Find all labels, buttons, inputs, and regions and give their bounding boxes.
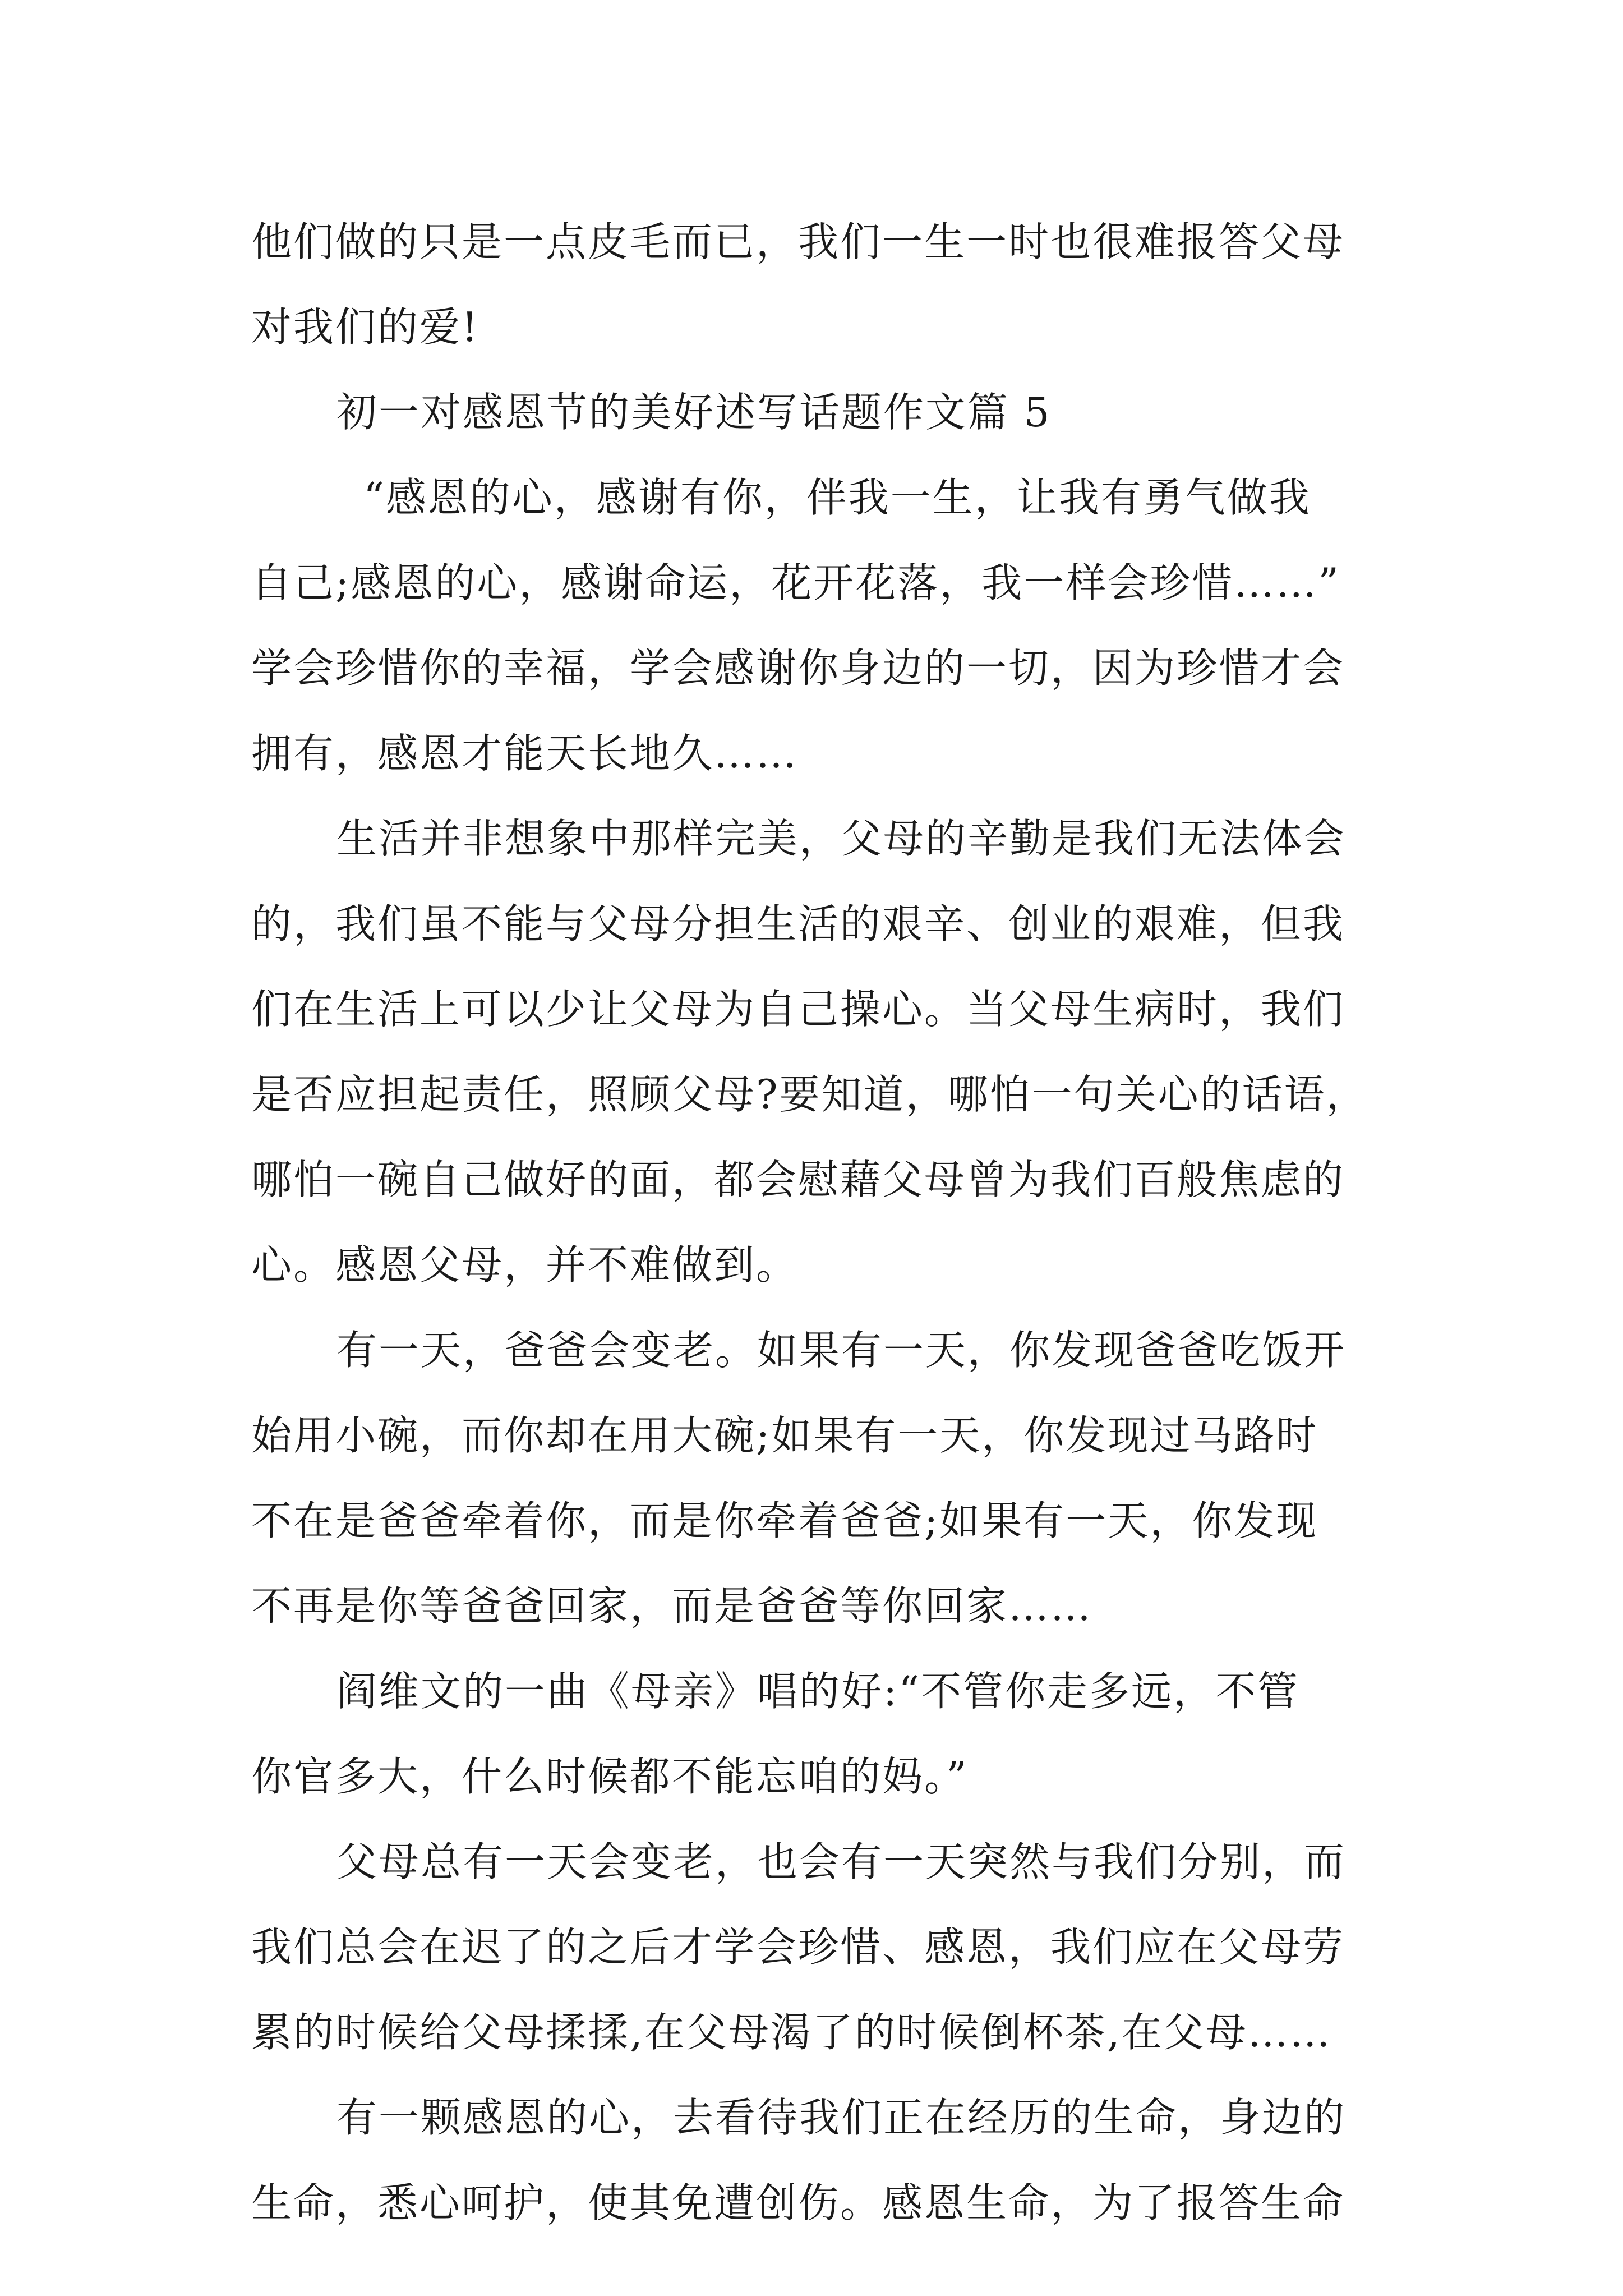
- text-line: 心。感恩父母，并不难做到。: [251, 1241, 799, 1289]
- text-line: 生命，悉心呵护，使其免遭创伤。感恩生命，为了报答生命: [251, 2179, 1345, 2226]
- text-line: “感恩的心，感谢有你，伴我一生，让我有勇气做我: [363, 474, 1311, 521]
- text-line: 自己;感恩的心，感谢命运，花开花落，我一样会珍惜……”: [251, 559, 1341, 606]
- document-body: [251, 199, 1395, 2246]
- text-line: 们在生活上可以少让父母为自己操心。当父母生病时，我们: [251, 986, 1345, 1033]
- text-line: 是否应担起责任，照顾父母?要知道，哪怕一句关心的话语，: [251, 1071, 1368, 1118]
- text-line: 不在是爸爸牵着你，而是你牵着爸爸;如果有一天，你发现: [251, 1497, 1318, 1544]
- text-line: 累的时候给父母揉揉,在父母渴了的时候倒杯茶,在父母……: [251, 2009, 1332, 2056]
- text-line: 阎维文的一曲《母亲》唱的好:“不管你走多远，不管: [336, 1668, 1300, 1715]
- section-title: 初一对感恩节的美好述写话题作文篇 5: [336, 389, 1052, 436]
- text-line: 他们做的只是一点皮毛而已，我们一生一时也很难报答父母: [251, 218, 1345, 265]
- text-line: 有一天，爸爸会变老。如果有一天，你发现爸爸吃饭开: [336, 1327, 1347, 1374]
- text-line: 对我们的爱!: [251, 303, 479, 351]
- text-line: 你官多大，什么时候都不能忘咱的妈。”: [251, 1753, 969, 1800]
- text-line: 始用小碗，而你却在用大碗;如果有一天，你发现过马路时: [251, 1412, 1318, 1459]
- text-line: 父母总有一天会变老，也会有一天突然与我们分别，而: [336, 1838, 1347, 1885]
- text-line: 哪怕一碗自己做好的面，都会慰藉父母曾为我们百般焦虑的: [251, 1156, 1345, 1203]
- text-line: 拥有，感恩才能天长地久……: [251, 730, 799, 777]
- text-line: 我们总会在迟了的之后才学会珍惜、感恩，我们应在父母劳: [251, 1924, 1345, 1971]
- text-line: 有一颗感恩的心，去看待我们正在经历的生命，身边的: [336, 2094, 1347, 2141]
- text-line: 生活并非想象中那样完美，父母的辛勤是我们无法体会: [336, 815, 1347, 862]
- text-line: 学会珍惜你的幸福，学会感谢你身边的一切，因为珍惜才会: [251, 645, 1345, 692]
- text-line: 的，我们虽不能与父母分担生活的艰辛、创业的艰难，但我: [251, 900, 1345, 947]
- text-line: 不再是你等爸爸回家，而是爸爸等你回家……: [251, 1582, 1093, 1630]
